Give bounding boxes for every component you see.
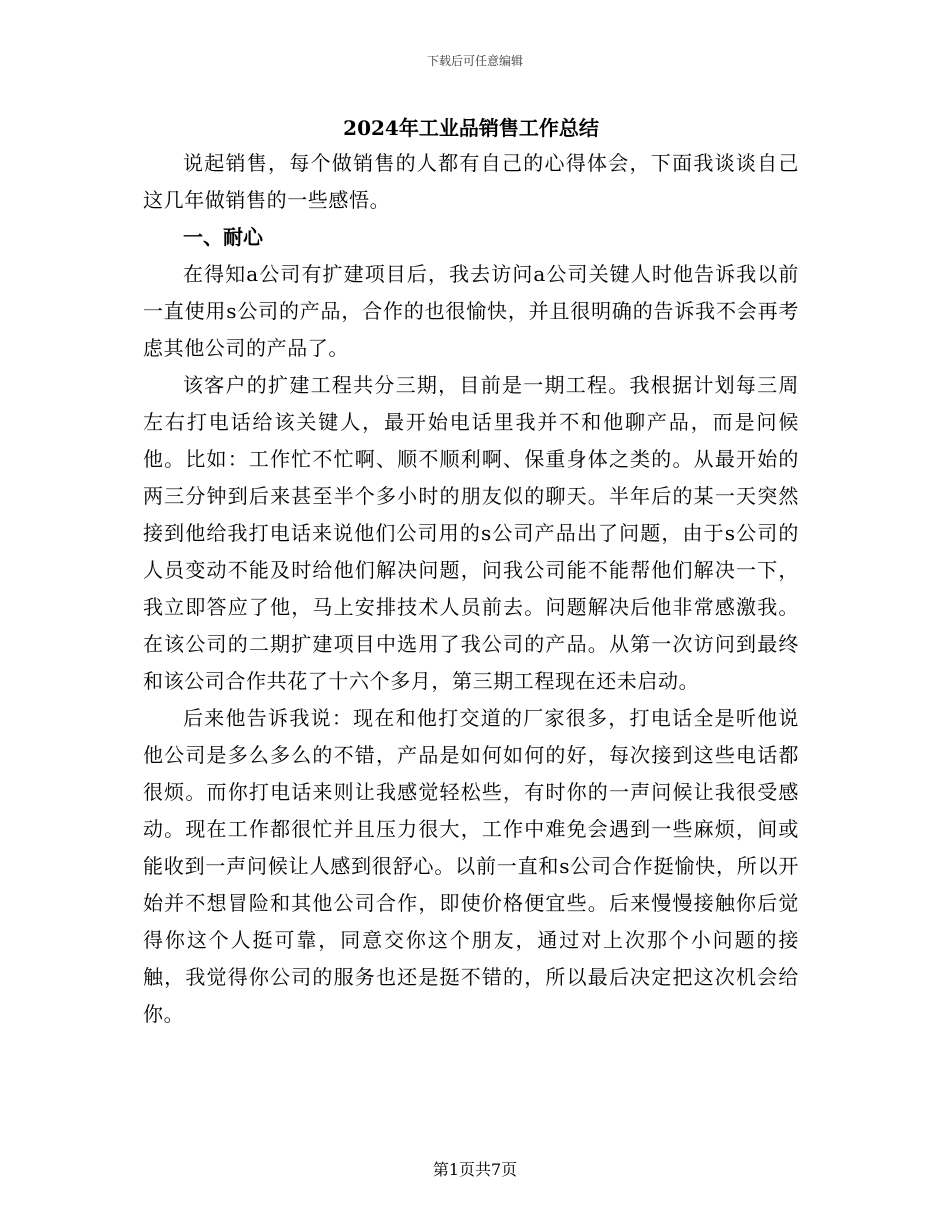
body-paragraph: 在得知a公司有扩建项目后，我去访问a公司关键人时他告诉我以前一直使用s公司的产品，合作的也很愉快，并且很明确的告诉我不会再考虑其他公司的产品了。 — [143, 262, 799, 360]
page-footer: 第1页共7页 — [432, 1160, 518, 1179]
body-paragraph: 后来他告诉我说：现在和他打交道的厂家很多，打电话全是听他说他公司是多么多么的不错，产品是如何如何的好，每次接到这些电话都很烦。而你打电话来则让我感觉轻松些，有时你的一声问候让我很受感动。现在工作都很忙并且压力很大，工作中难免会遇到一些麻烦，间或能收到一声问候让人感到很舒心。以前一直和s公司合作挺愉快，所以开始并不想冒险和其他公司合作，即使价格便宜些。后来慢慢接触你后觉得你这个人挺可靠，同意交你这个朋友，通过对上次那个小问题的接触，我觉得你公司的服务也还是挺不错的，所以最后决定把这次机会给你。 — [143, 706, 799, 1026]
body-paragraph: 该客户的扩建工程共分三期，目前是一期工程。我根据计划每三周左右打电话给该关键人，最开始电话里我并不和他聊产品，而是问候他。比如：工作忙不忙啊、顺不顺利啊、保重身体之类的。从最开始的两三分钟到后来甚至半个多小时的朋友似的聊天。半年后的某一天突然接到他给我打电话来说他们公司用的s公司产品出了问题，由于s公司的人员变动不能及时给他们解决问题，问我公司能不能帮他们解决一下，我立即答应了他，马上安排技术人员前去。问题解决后他非常感激我。在该公司的二期扩建项目中选用了我公司的产品。从第一次访问到最终和该公司合作共花了十六个多月，第三期工程现在还未启动。 — [143, 373, 799, 693]
intro-paragraph: 说起销售，每个做销售的人都有自己的心得体会，下面我谈谈自己这几年做销售的一些感悟。 — [143, 151, 799, 212]
page-header: 下载后可任意编辑 — [426, 54, 523, 68]
document-title: 2024年工业品销售工作总结 — [343, 116, 599, 140]
section-heading: 一、耐心 — [183, 225, 263, 249]
document-body — [143, 111, 799, 1033]
